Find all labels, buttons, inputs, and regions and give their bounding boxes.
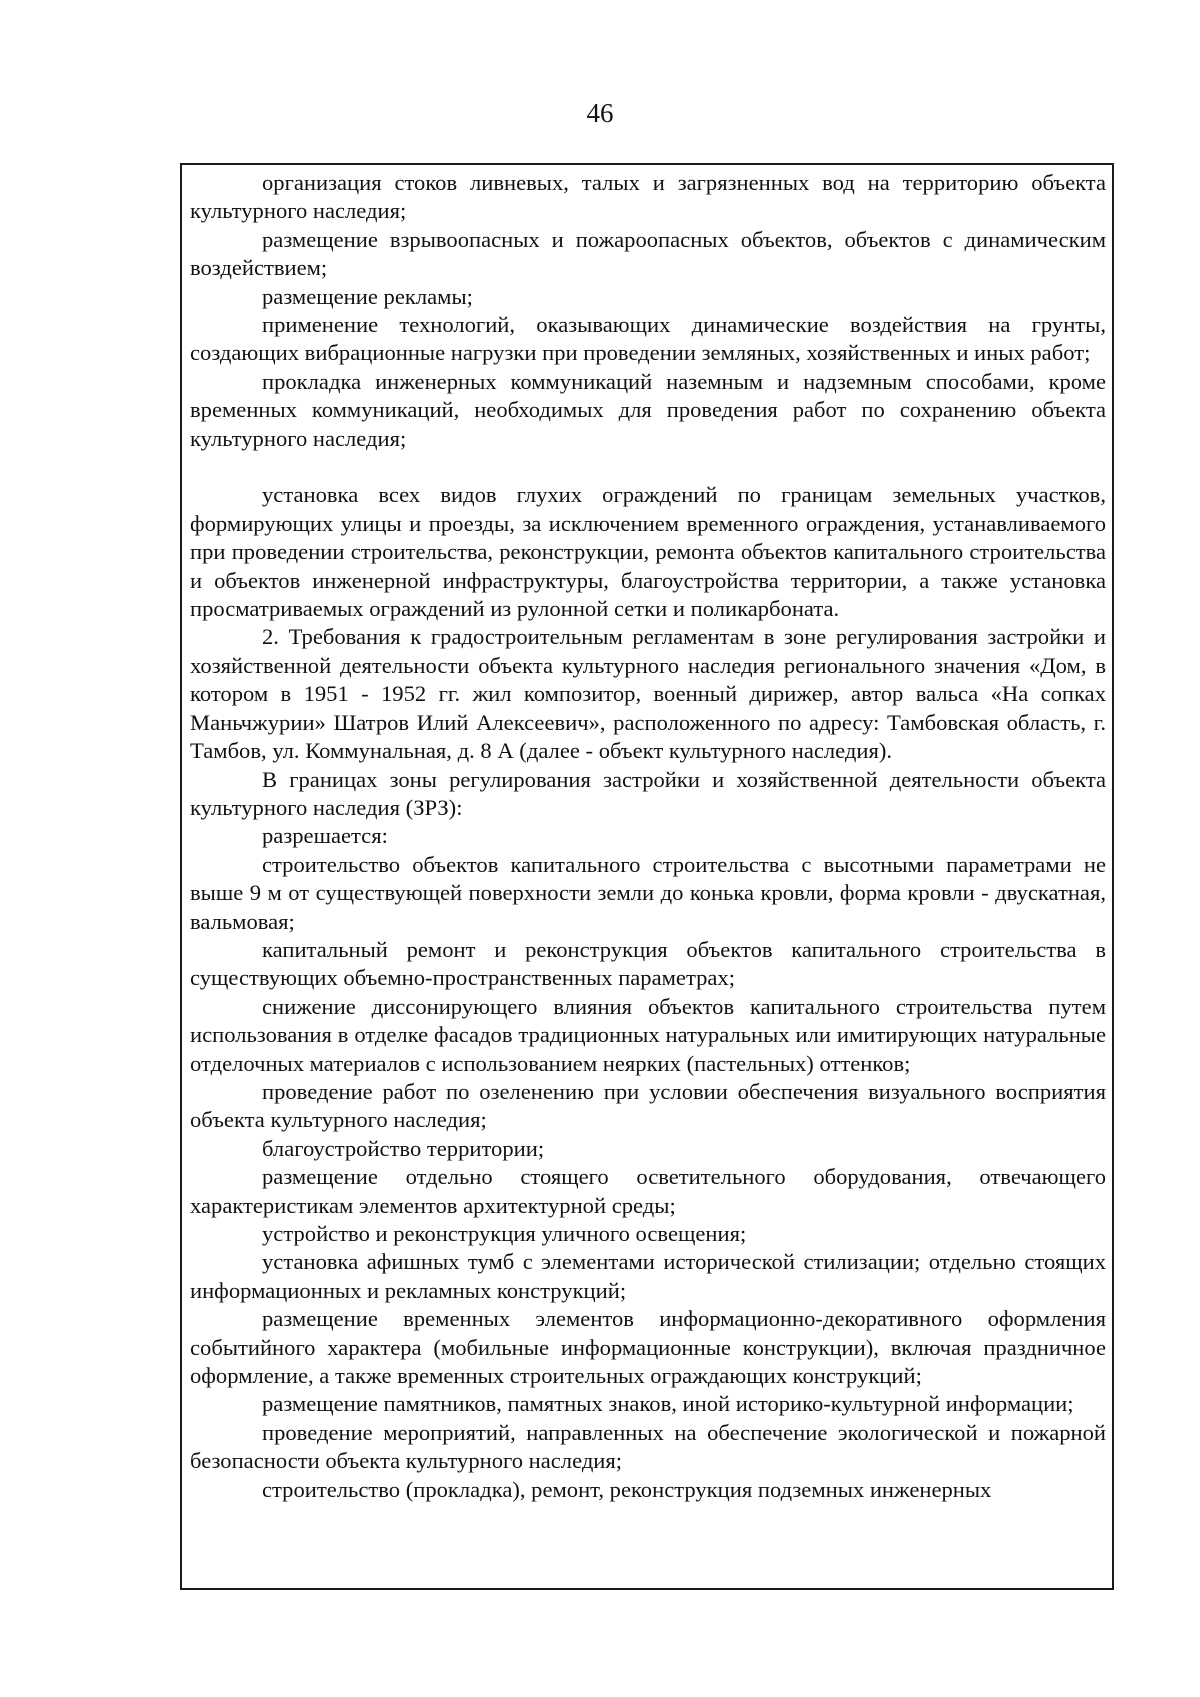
paragraph: снижение диссонирующего влияния объектов капитального строительства путем использования в отделке фасадов традиционных натуральных или имитирующих натуральные отделочных материалов с использованием неярких (пастельных) оттенков; [190, 993, 1106, 1076]
paragraph: В границах зоны регулирования застройки и хозяйственной деятельности объекта культурного наследия (ЗРЗ): [190, 766, 1106, 820]
paragraph: установка всех видов глухих ограждений по границам земельных участков, формирующих улицы и проезды, за исключением временного ограждения, устанавливаемого при проведении строительства, реконструкции, ремонта объектов капитального строительства и объектов инженерной инфраструктуры, благоустройства территории, а также установка просматриваемых ограждений из рулонной сетки и поликарбоната. [190, 482, 1106, 622]
paragraph: установка афишных тумб с элементами исторической стилизации; отдельно стоящих информационных и рекламных конструкций; [190, 1249, 1106, 1303]
paragraph: строительство (прокладка), ремонт, реконструкция подземных инженерных [262, 1476, 992, 1502]
text-frame [180, 163, 1114, 1590]
paragraph: 2. Требования к градостроительным регламентам в зоне регулирования застройки и хозяйственной деятельности объекта культурного наследия регионального значения «Дом, в котором в 1951 - 1952 гг. жил композитор, военный дирижер, автор вальса «На сопках Маньчжурии» Шатров Илий Алексеевич», расположенного по адресу: Тамбовская область, г. Тамбов, ул. Коммунальная, д. 8 А (далее - объект культурного наследия). [190, 624, 1106, 764]
paragraph: размещение памятников, памятных знаков, иной историко-культурной информации; [262, 1391, 1074, 1417]
paragraph: организация стоков ливневых, талых и загрязненных вод на территорию объекта культурного наследия; [190, 170, 1106, 224]
paragraph: благоустройство территории; [262, 1135, 545, 1161]
paragraph: разрешается: [262, 823, 388, 849]
paragraph: применение технологий, оказывающих динамические воздействия на грунты, создающих вибрационные нагрузки при проведении земляных, хозяйственных и иных работ; [190, 312, 1106, 366]
paragraph: проведение работ по озеленению при условии обеспечения визуального восприятия объекта культурного наследия; [190, 1078, 1106, 1133]
page-number: 46 [586, 98, 614, 128]
paragraph: устройство и реконструкция уличного освещения; [262, 1221, 747, 1247]
paragraph: строительство объектов капитального строительства с высотными параметрами не выше 9 м от существующей поверхности земли до конька кровли, форма кровли - двускатная, вальмовая; [190, 851, 1106, 934]
paragraph: размещение отдельно стоящего осветительного оборудования, отвечающего характеристикам элементов архитектурной среды; [190, 1164, 1106, 1218]
paragraph: размещение временных элементов информационно-декоративного оформления событийного характера (мобильные информационные конструкции), включая праздничное оформление, а также временных строительных ограждающих конструкций; [190, 1306, 1106, 1389]
paragraph: капитальный ремонт и реконструкция объектов капитального строительства в существующих объемно-пространственных параметрах; [190, 936, 1106, 991]
paragraph: прокладка инженерных коммуникаций наземным и надземным способами, кроме временных коммуникаций, необходимых для проведения работ по сохранению объекта культурного наследия; [190, 368, 1106, 451]
paragraph: размещение рекламы; [262, 283, 473, 309]
paragraph: размещение взрывоопасных и пожароопасных объектов, объектов с динамическим воздействием; [190, 226, 1106, 281]
paragraph: проведение мероприятий, направленных на обеспечение экологической и пожарной безопасности объекта культурного наследия; [190, 1419, 1106, 1474]
